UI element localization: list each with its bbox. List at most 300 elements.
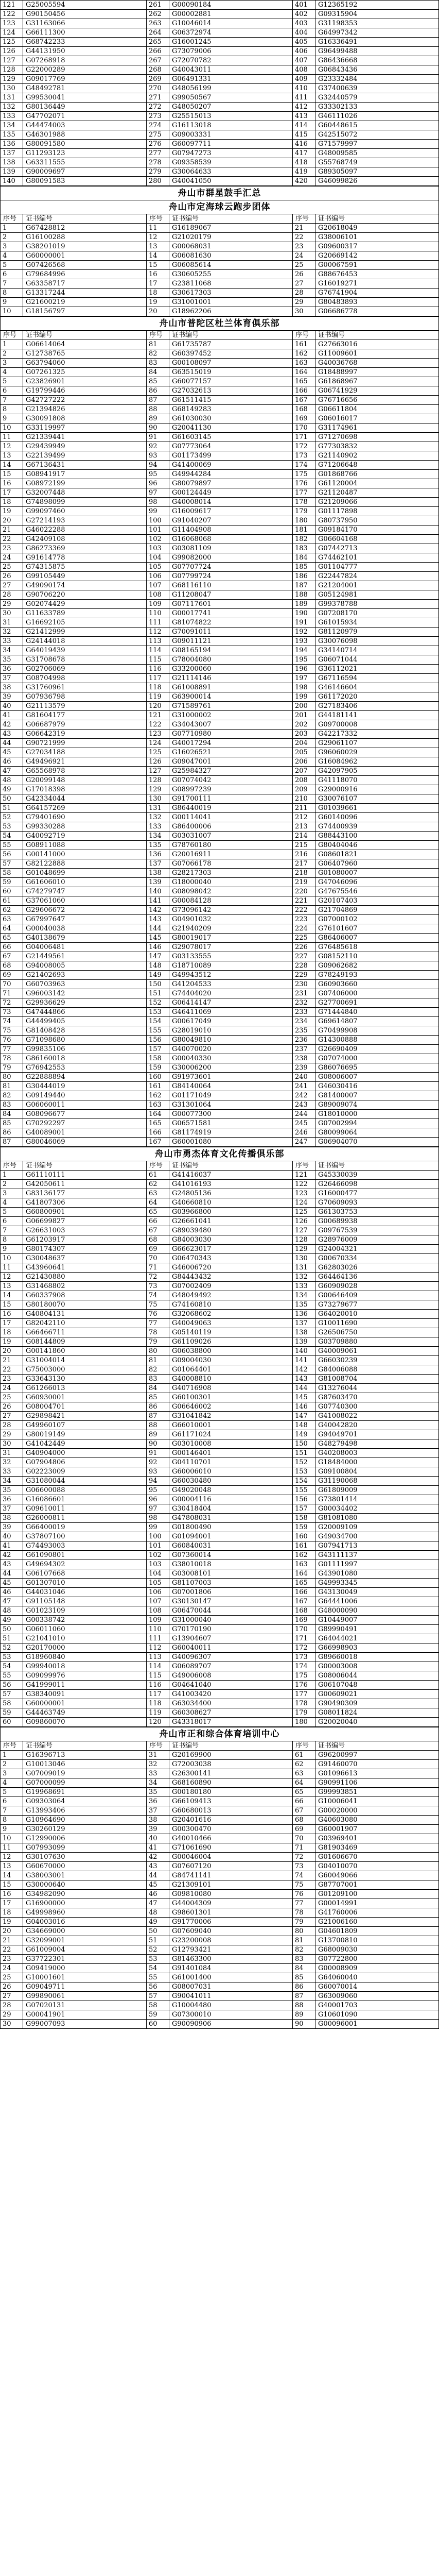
cert-number: G89660018 bbox=[315, 1653, 439, 1662]
row-number: 7 bbox=[1, 396, 23, 405]
table-row bbox=[1, 177, 439, 186]
row-number: 132 bbox=[1, 103, 23, 112]
cert-number: G46022288 bbox=[23, 526, 147, 535]
header-cert-id: 证书编号 bbox=[315, 1741, 439, 1751]
row-number: 44 bbox=[1, 1569, 23, 1579]
cert-number: G06060011 bbox=[23, 1100, 147, 1110]
cert-number: G31080044 bbox=[23, 1477, 147, 1486]
cert-number: G00124449 bbox=[169, 488, 293, 498]
row-number: 52 bbox=[1, 813, 23, 822]
cert-number: G99940018 bbox=[23, 1662, 147, 1671]
row-number: 115 bbox=[147, 1671, 169, 1681]
table-row bbox=[1, 1708, 439, 1718]
row-number: 81 bbox=[293, 1936, 315, 1945]
row-number: 38 bbox=[1, 683, 23, 692]
row-number: 410 bbox=[293, 84, 315, 93]
row-number: 84 bbox=[147, 368, 169, 377]
row-number: 189 bbox=[293, 600, 315, 609]
cert-number: G33119997 bbox=[23, 423, 147, 433]
table-row bbox=[1, 757, 439, 767]
cert-number: G28976009 bbox=[315, 1235, 439, 1245]
row-number: 48 bbox=[1, 776, 23, 785]
row-number: 25 bbox=[1, 1973, 23, 1982]
cert-number: G68009030 bbox=[315, 1945, 439, 1955]
row-number: 5 bbox=[1, 261, 23, 270]
table-row bbox=[1, 19, 439, 28]
row-number: 409 bbox=[293, 75, 315, 84]
table-row bbox=[1, 590, 439, 600]
row-number: 76 bbox=[293, 1890, 315, 1899]
cert-number: G62803026 bbox=[315, 1263, 439, 1273]
cert-number: G16009617 bbox=[169, 507, 293, 516]
header-no: 序号 bbox=[1, 1741, 23, 1751]
table-row bbox=[1, 934, 439, 943]
cert-number: G46099826 bbox=[315, 177, 439, 186]
row-number: 28 bbox=[1, 590, 23, 600]
cert-number: G76741904 bbox=[315, 289, 439, 298]
cert-number: G00002881 bbox=[169, 10, 293, 19]
row-number: 54 bbox=[1, 1662, 23, 1671]
row-number: 177 bbox=[293, 488, 315, 498]
cert-number: G00084128 bbox=[169, 896, 293, 906]
cert-number: G09049711 bbox=[23, 1982, 147, 1992]
cert-number: G71444840 bbox=[315, 1008, 439, 1017]
row-number: 59 bbox=[1, 878, 23, 887]
cert-number: G00003008 bbox=[315, 1662, 439, 1671]
cert-number: G09011121 bbox=[169, 637, 293, 646]
cert-number: G04641040 bbox=[169, 1681, 293, 1690]
cert-number: G44004309 bbox=[169, 1899, 293, 1908]
row-number: 88 bbox=[147, 1421, 169, 1430]
cert-number: G64157269 bbox=[23, 804, 147, 813]
row-number: 56 bbox=[1, 850, 23, 859]
row-number: 170 bbox=[293, 423, 315, 433]
cert-number: G47808031 bbox=[169, 1514, 293, 1523]
cert-number: G70292297 bbox=[23, 1119, 147, 1128]
table-row bbox=[1, 1523, 439, 1532]
row-number: 22 bbox=[1, 1365, 23, 1375]
cert-number: G24004321 bbox=[315, 1245, 439, 1254]
row-number: 69 bbox=[293, 1825, 315, 1834]
header-cert-id: 证书编号 bbox=[23, 1161, 147, 1171]
cert-number: G90490309 bbox=[315, 1699, 439, 1708]
row-number: 137 bbox=[1, 149, 23, 158]
cert-number: G60100301 bbox=[169, 1393, 293, 1402]
cert-number: G16001245 bbox=[169, 38, 293, 47]
table-row bbox=[1, 1082, 439, 1091]
cert-number: G06741929 bbox=[315, 386, 439, 396]
row-number: 168 bbox=[293, 405, 315, 414]
row-number: 72 bbox=[1, 998, 23, 1008]
row-number: 139 bbox=[147, 878, 169, 887]
row-number: 135 bbox=[147, 841, 169, 850]
row-number: 82 bbox=[147, 1365, 169, 1375]
table-row bbox=[1, 1045, 439, 1054]
cert-number: G40904000 bbox=[23, 1449, 147, 1458]
row-number: 11 bbox=[1, 1263, 23, 1273]
row-number: 120 bbox=[147, 702, 169, 711]
cert-number: G90991106 bbox=[315, 1778, 439, 1788]
cert-number: G21402693 bbox=[23, 971, 147, 980]
row-number: 278 bbox=[147, 158, 169, 167]
cert-number: G19968691 bbox=[23, 1788, 147, 1797]
row-number: 28 bbox=[1, 1421, 23, 1430]
row-number: 84 bbox=[293, 1964, 315, 1973]
cert-number: G31468802 bbox=[23, 1282, 147, 1291]
cert-number: G80136449 bbox=[23, 103, 147, 112]
cert-number: G27663016 bbox=[315, 340, 439, 349]
row-number: 156 bbox=[293, 1495, 315, 1504]
row-number: 86 bbox=[293, 1982, 315, 1992]
cert-number: G61303753 bbox=[315, 1208, 439, 1217]
row-number: 8 bbox=[1, 1235, 23, 1245]
header-no: 序号 bbox=[1, 331, 23, 340]
table-row bbox=[1, 1310, 439, 1319]
table-row bbox=[1, 767, 439, 776]
cert-number: G22139499 bbox=[23, 451, 147, 461]
cert-number: G09303064 bbox=[23, 1797, 147, 1806]
cert-number: G61001400 bbox=[169, 1973, 293, 1982]
table-row bbox=[1, 368, 439, 377]
row-number: 6 bbox=[1, 270, 23, 279]
cert-number: G86436668 bbox=[315, 56, 439, 65]
table-row bbox=[1, 1300, 439, 1310]
cert-number: G61809009 bbox=[315, 1486, 439, 1495]
cert-number: G30076098 bbox=[315, 637, 439, 646]
row-number: 33 bbox=[1, 637, 23, 646]
row-number: 125 bbox=[147, 748, 169, 757]
row-number: 124 bbox=[1, 28, 23, 38]
row-number: 32 bbox=[1, 1458, 23, 1467]
row-number: 9 bbox=[1, 1825, 23, 1834]
row-number: 161 bbox=[293, 340, 315, 349]
cert-number: G00180180 bbox=[169, 1788, 293, 1797]
cert-number: G40009061 bbox=[315, 1347, 439, 1356]
row-number: 58 bbox=[1, 1699, 23, 1708]
cert-number: G74404020 bbox=[169, 989, 293, 998]
table-row bbox=[1, 1073, 439, 1082]
row-number: 8 bbox=[1, 1816, 23, 1825]
cert-number: G18962206 bbox=[169, 307, 293, 316]
row-number: 124 bbox=[293, 1198, 315, 1208]
cert-number: G41016193 bbox=[169, 1180, 293, 1189]
row-number: 66 bbox=[147, 1217, 169, 1226]
cert-number: G18010000 bbox=[315, 1110, 439, 1119]
row-number: 99 bbox=[147, 1523, 169, 1532]
row-number: 166 bbox=[147, 1128, 169, 1138]
table-row bbox=[1, 869, 439, 878]
cert-number: G76101607 bbox=[315, 924, 439, 934]
table-row bbox=[1, 396, 439, 405]
cert-number: G80091580 bbox=[23, 140, 147, 149]
cert-number: G65568978 bbox=[23, 767, 147, 776]
cert-number: G74315875 bbox=[23, 563, 147, 572]
cert-number: G21120487 bbox=[315, 488, 439, 498]
cert-number: G96200997 bbox=[315, 1751, 439, 1760]
row-number: 54 bbox=[147, 1964, 169, 1973]
row-number: 119 bbox=[147, 692, 169, 702]
cert-number: G00008909 bbox=[315, 1964, 439, 1973]
row-number: 65 bbox=[1, 934, 23, 943]
cert-number: G81120979 bbox=[315, 628, 439, 637]
row-number: 98 bbox=[147, 1514, 169, 1523]
cert-number: G61008891 bbox=[169, 683, 293, 692]
cert-number: G07426568 bbox=[23, 261, 147, 270]
row-number: 90 bbox=[293, 2020, 315, 2029]
cert-number: G01173499 bbox=[169, 451, 293, 461]
row-number: 12 bbox=[147, 233, 169, 242]
row-number: 418 bbox=[293, 158, 315, 167]
row-number: 68 bbox=[1, 961, 23, 971]
row-number: 181 bbox=[293, 526, 315, 535]
cert-number: G61030030 bbox=[169, 414, 293, 423]
cert-number: G84140064 bbox=[169, 1082, 293, 1091]
row-number: 79 bbox=[147, 1337, 169, 1347]
roster-section bbox=[0, 0, 439, 186]
cert-number: G26631003 bbox=[23, 1226, 147, 1235]
cert-number: G09047001 bbox=[169, 757, 293, 767]
cert-number: G18000040 bbox=[169, 878, 293, 887]
cert-number: G30064633 bbox=[169, 167, 293, 177]
row-number: 196 bbox=[293, 665, 315, 674]
row-number: 98 bbox=[147, 498, 169, 507]
row-number: 120 bbox=[147, 1718, 169, 1727]
cert-number: G72003038 bbox=[169, 1760, 293, 1769]
cert-number: G16084962 bbox=[315, 757, 439, 767]
row-number: 15 bbox=[1, 1300, 23, 1310]
cert-number: G07406000 bbox=[315, 989, 439, 998]
cert-number: G09003331 bbox=[169, 130, 293, 140]
row-number: 107 bbox=[147, 1597, 169, 1606]
table-row bbox=[1, 906, 439, 915]
cert-number: G61735787 bbox=[169, 340, 293, 349]
row-number: 30 bbox=[1, 609, 23, 618]
row-number: 163 bbox=[147, 1100, 169, 1110]
row-number: 35 bbox=[1, 1486, 23, 1495]
row-number: 70 bbox=[293, 1834, 315, 1843]
row-number: 21 bbox=[293, 224, 315, 233]
row-number: 161 bbox=[147, 1082, 169, 1091]
row-number: 129 bbox=[1, 75, 23, 84]
cert-number: G06699827 bbox=[23, 1217, 147, 1226]
row-number: 27 bbox=[293, 279, 315, 289]
cert-number: G07208170 bbox=[315, 609, 439, 618]
table-row bbox=[1, 637, 439, 646]
row-number: 8 bbox=[1, 289, 23, 298]
row-number: 55 bbox=[1, 1671, 23, 1681]
row-number: 59 bbox=[1, 1708, 23, 1718]
row-number: 133 bbox=[1, 112, 23, 121]
cert-number: G49944284 bbox=[169, 470, 293, 479]
row-number: 79 bbox=[293, 1918, 315, 1927]
cert-number: G49496921 bbox=[23, 757, 147, 767]
cert-number: G70609093 bbox=[315, 1198, 439, 1208]
cert-number: G78249193 bbox=[315, 971, 439, 980]
cert-number: G87603470 bbox=[315, 1393, 439, 1402]
cert-number: G60070014 bbox=[315, 1982, 439, 1992]
row-number: 76 bbox=[147, 1310, 169, 1319]
row-number: 3 bbox=[1, 242, 23, 251]
row-number: 414 bbox=[293, 121, 315, 130]
cert-number: G91105148 bbox=[23, 1597, 147, 1606]
cert-number: G06611804 bbox=[315, 405, 439, 414]
cert-number: G16336491 bbox=[315, 38, 439, 47]
cert-number: G17018398 bbox=[23, 785, 147, 794]
table-row bbox=[1, 943, 439, 952]
table-row bbox=[1, 242, 439, 251]
row-number: 420 bbox=[293, 177, 315, 186]
cert-number: G01096613 bbox=[315, 1769, 439, 1778]
row-number: 206 bbox=[293, 757, 315, 767]
cert-number: G49694302 bbox=[23, 1560, 147, 1569]
table-row bbox=[1, 1751, 439, 1760]
row-number: 219 bbox=[293, 878, 315, 887]
cert-number: G07074042 bbox=[169, 776, 293, 785]
cert-number: G48492781 bbox=[23, 84, 147, 93]
row-number: 100 bbox=[147, 1532, 169, 1541]
row-number: 91 bbox=[147, 433, 169, 442]
row-number: 176 bbox=[293, 1681, 315, 1690]
cert-number: G66111300 bbox=[23, 28, 147, 38]
cert-number: G08011824 bbox=[315, 1708, 439, 1718]
table-row bbox=[1, 1, 439, 10]
table-row bbox=[1, 1171, 439, 1180]
cert-number: G55768749 bbox=[315, 158, 439, 167]
row-number: 49 bbox=[147, 1918, 169, 1927]
cert-number: G91040207 bbox=[169, 516, 293, 526]
table-row bbox=[1, 1421, 439, 1430]
row-number: 23 bbox=[1, 1375, 23, 1384]
cert-number: G60903660 bbox=[315, 980, 439, 989]
cert-number: G31760961 bbox=[23, 683, 147, 692]
row-number: 108 bbox=[147, 1606, 169, 1616]
table-row bbox=[1, 878, 439, 887]
row-number: 271 bbox=[147, 93, 169, 103]
row-number: 17 bbox=[1, 1319, 23, 1328]
cert-number: G78004080 bbox=[169, 655, 293, 665]
cert-number: G81107003 bbox=[169, 1579, 293, 1588]
cert-number: G42515072 bbox=[315, 130, 439, 140]
row-number: 84 bbox=[147, 1384, 169, 1393]
table-row bbox=[1, 93, 439, 103]
row-number: 67 bbox=[1, 952, 23, 961]
cert-number: G07993099 bbox=[23, 1843, 147, 1853]
table-row bbox=[1, 38, 439, 47]
cert-number: G04006481 bbox=[23, 943, 147, 952]
cert-number: G66623017 bbox=[169, 1245, 293, 1254]
cert-number: G73801414 bbox=[315, 1495, 439, 1504]
cert-number: G99082000 bbox=[169, 553, 293, 563]
cert-number: G66010001 bbox=[169, 1421, 293, 1430]
header-no: 序号 bbox=[147, 214, 169, 224]
row-number: 69 bbox=[147, 1245, 169, 1254]
row-number: 262 bbox=[147, 10, 169, 19]
table-row bbox=[1, 1890, 439, 1899]
cert-number: G06081630 bbox=[169, 251, 293, 261]
row-number: 274 bbox=[147, 121, 169, 130]
cert-number: G22888894 bbox=[23, 1073, 147, 1082]
row-number: 97 bbox=[147, 488, 169, 498]
cert-number: G43901080 bbox=[315, 1569, 439, 1579]
cert-number: G48000090 bbox=[315, 1606, 439, 1616]
header-row bbox=[1, 1741, 439, 1751]
cert-number: G84003030 bbox=[169, 1235, 293, 1245]
cert-number: G28019010 bbox=[169, 1026, 293, 1036]
cert-number: G44463749 bbox=[23, 1708, 147, 1718]
row-number: 109 bbox=[147, 600, 169, 609]
row-number: 30 bbox=[293, 307, 315, 316]
row-number: 127 bbox=[1, 56, 23, 65]
row-number: 145 bbox=[147, 934, 169, 943]
cert-number: G47444866 bbox=[23, 1008, 147, 1017]
cert-number: G06904070 bbox=[315, 1138, 439, 1147]
table-row bbox=[1, 1375, 439, 1384]
cert-number: G64020010 bbox=[315, 1310, 439, 1319]
row-number: 199 bbox=[293, 692, 315, 702]
cert-number: G09610011 bbox=[23, 1504, 147, 1514]
cert-number: G96060029 bbox=[315, 748, 439, 757]
row-number: 31 bbox=[147, 1751, 169, 1760]
row-number: 129 bbox=[293, 1245, 315, 1254]
header-no: 序号 bbox=[1, 1161, 23, 1171]
table-row bbox=[1, 1616, 439, 1625]
cert-number: G02223009 bbox=[23, 1467, 147, 1477]
row-number: 2 bbox=[1, 349, 23, 359]
table-row bbox=[1, 1588, 439, 1597]
cert-number: G43960641 bbox=[23, 1263, 147, 1273]
row-number: 13 bbox=[147, 242, 169, 251]
cert-number: G03966800 bbox=[169, 1208, 293, 1217]
row-number: 68 bbox=[293, 1816, 315, 1825]
row-number: 211 bbox=[293, 804, 315, 813]
row-number: 21 bbox=[1, 1936, 23, 1945]
cert-number: G00689938 bbox=[315, 1217, 439, 1226]
cert-number: G06642319 bbox=[23, 730, 147, 739]
cert-number: G31301064 bbox=[169, 1100, 293, 1110]
row-number: 228 bbox=[293, 961, 315, 971]
row-number: 81 bbox=[147, 340, 169, 349]
cert-number: G04901032 bbox=[169, 915, 293, 924]
cert-number: G80091583 bbox=[23, 177, 147, 186]
row-number: 241 bbox=[293, 1082, 315, 1091]
cert-number: G18156797 bbox=[23, 307, 147, 316]
row-number: 149 bbox=[293, 1430, 315, 1439]
table-row bbox=[1, 461, 439, 470]
cert-number: G41118070 bbox=[315, 776, 439, 785]
cert-number: G13700810 bbox=[315, 1936, 439, 1945]
header-row bbox=[1, 214, 439, 224]
row-number: 122 bbox=[147, 720, 169, 730]
cert-number: G09358539 bbox=[169, 158, 293, 167]
row-number: 172 bbox=[293, 442, 315, 451]
cert-number: G07001806 bbox=[169, 1588, 293, 1597]
row-number: 212 bbox=[293, 813, 315, 822]
cert-number: G46411069 bbox=[169, 1008, 293, 1017]
row-number: 175 bbox=[293, 470, 315, 479]
cert-number: G60308627 bbox=[169, 1708, 293, 1718]
cert-number: G74462101 bbox=[315, 553, 439, 563]
row-number: 130 bbox=[147, 794, 169, 804]
row-number: 276 bbox=[147, 140, 169, 149]
table-row bbox=[1, 1189, 439, 1198]
cert-number: G96499488 bbox=[315, 47, 439, 56]
row-number: 14 bbox=[1, 1291, 23, 1300]
cert-number: G00617049 bbox=[169, 1017, 293, 1026]
row-number: 193 bbox=[293, 637, 315, 646]
row-number: 246 bbox=[293, 1128, 315, 1138]
table-row bbox=[1, 1017, 439, 1026]
row-number: 107 bbox=[147, 581, 169, 590]
